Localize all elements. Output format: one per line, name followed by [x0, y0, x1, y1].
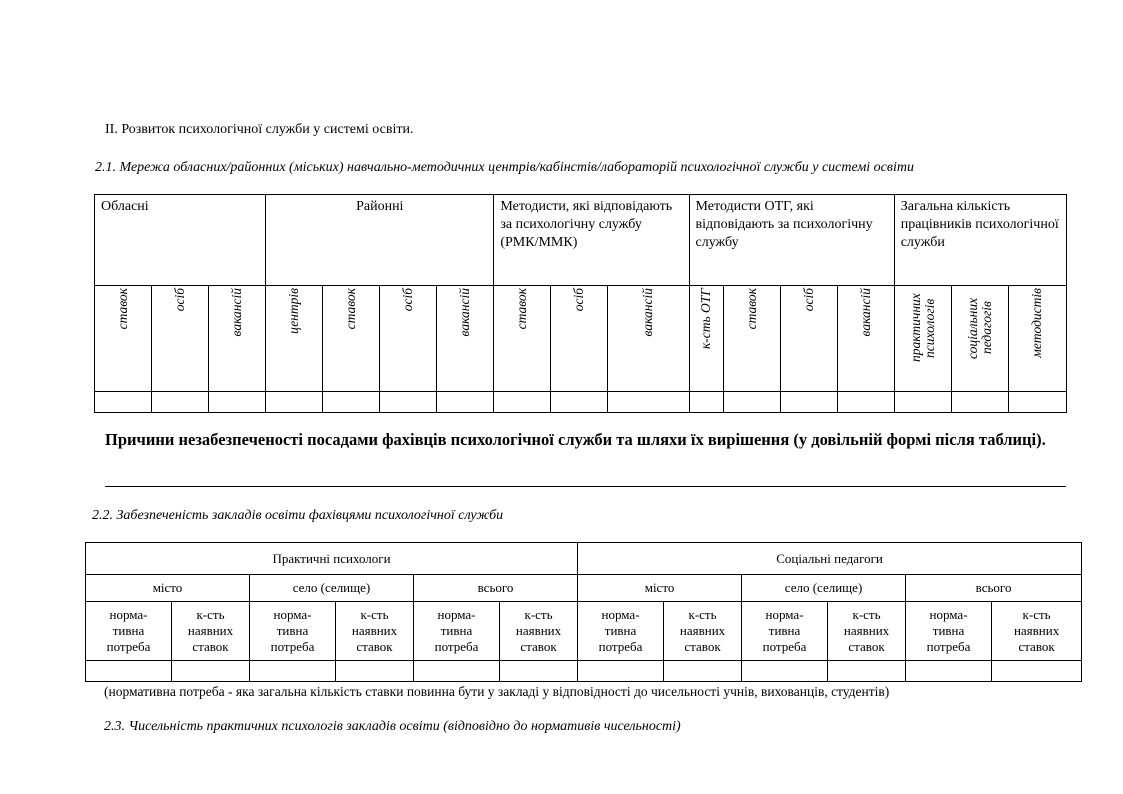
header-zahalna: Загальна кількість працівників психологічної служби: [894, 195, 1066, 286]
col-header: ставок: [723, 286, 780, 392]
col-available-rates: к-сть наявних ставок: [992, 602, 1082, 661]
col-header: соціальних педагогів: [951, 286, 1008, 392]
table-cell: [266, 392, 323, 413]
table-cell: [608, 392, 689, 413]
header-metodysty-rmk: Методисти, які відповідають за психологічну службу (РМК/ММК): [494, 195, 689, 286]
table-2-1: [94, 194, 1067, 413]
table-cell: [951, 392, 1008, 413]
col-normative-need: норма- тивна потреба: [250, 602, 336, 661]
col-header: к-сть ОТГ: [689, 286, 723, 392]
footnote: (нормативна потреба - яка загальна кількість ставки повинна бути у закладі у відповідності до чисельності учнів, вихованців, студентів): [104, 684, 890, 699]
table-2-3-caption: 2.3. Чисельність практичних психологів закладів освіти (відповідно до нормативів чисельності): [104, 719, 681, 734]
col-normative-need: норма- тивна потреба: [742, 602, 828, 661]
table-cell: [95, 392, 152, 413]
reasons-heading: Причини незабезпеченості посадами фахівців психологічної служби та шляхи їх вирішення (у довільній формі після таблиці).: [105, 430, 1046, 449]
table-row: [95, 392, 1067, 413]
subheader-city: місто: [578, 575, 742, 602]
table-cell: [500, 661, 578, 682]
col-available-rates: к-сть наявних ставок: [500, 602, 578, 661]
table-2-2-caption: 2.2. Забезпеченість закладів освіти фахівцями психологічної служби: [92, 508, 504, 523]
col-header: осіб: [152, 286, 209, 392]
section-title: ІІ. Розвиток психологічної служби у системі освіти.: [105, 122, 414, 137]
col-header: вакансій: [608, 286, 689, 392]
col-header: ставок: [95, 286, 152, 392]
col-available-rates: к-сть наявних ставок: [664, 602, 742, 661]
col-header: ставок: [494, 286, 551, 392]
table-cell: [837, 392, 894, 413]
subheader-total: всього: [906, 575, 1082, 602]
table-2-2: [85, 542, 1082, 682]
col-header: осіб: [380, 286, 437, 392]
table-cell: [172, 661, 250, 682]
subheader-village: село (селище): [250, 575, 414, 602]
table-cell: [551, 392, 608, 413]
col-normative-need: норма- тивна потреба: [86, 602, 172, 661]
table-cell: [578, 661, 664, 682]
col-header: вакансій: [437, 286, 494, 392]
header-oblasni: Обласні: [95, 195, 266, 286]
table-row: [86, 661, 1082, 682]
col-available-rates: к-сть наявних ставок: [336, 602, 414, 661]
header-practical-psychologists: Практичні психологи: [86, 543, 578, 575]
col-header: методистів: [1008, 286, 1066, 392]
header-metodysty-otg: Методисти ОТГ, які відповідають за психологічну службу: [689, 195, 894, 286]
table-cell: [906, 661, 992, 682]
col-header: ставок: [323, 286, 380, 392]
table-cell: [209, 392, 266, 413]
table-cell: [336, 661, 414, 682]
col-normative-need: норма- тивна потреба: [578, 602, 664, 661]
table-cell: [780, 392, 837, 413]
answer-line: [105, 486, 1066, 487]
table-cell: [250, 661, 336, 682]
table-cell: [1008, 392, 1066, 413]
table-cell: [86, 661, 172, 682]
table-cell: [494, 392, 551, 413]
table-2-1-caption: 2.1. Мережа обласних/районних (міських) навчально-методичних центрів/кабінстів/лабораторій психологічної служби у системі освіти: [95, 160, 914, 175]
table-cell: [152, 392, 209, 413]
col-header: осіб: [780, 286, 837, 392]
table-cell: [992, 661, 1082, 682]
header-social-pedagogues: Соціальні педагоги: [578, 543, 1082, 575]
table-cell: [380, 392, 437, 413]
table-cell: [894, 392, 951, 413]
col-header: вакансій: [837, 286, 894, 392]
col-available-rates: к-сть наявних ставок: [172, 602, 250, 661]
col-header: центрів: [266, 286, 323, 392]
table-cell: [414, 661, 500, 682]
table-cell: [437, 392, 494, 413]
table-cell: [664, 661, 742, 682]
table-cell: [828, 661, 906, 682]
col-available-rates: к-сть наявних ставок: [828, 602, 906, 661]
table-cell: [742, 661, 828, 682]
col-normative-need: норма- тивна потреба: [414, 602, 500, 661]
subheader-village: село (селище): [742, 575, 906, 602]
table-cell: [723, 392, 780, 413]
table-cell: [323, 392, 380, 413]
col-header: вакансій: [209, 286, 266, 392]
table-cell: [689, 392, 723, 413]
col-header: осіб: [551, 286, 608, 392]
col-header: практичних психологів: [894, 286, 951, 392]
col-normative-need: норма- тивна потреба: [906, 602, 992, 661]
subheader-city: місто: [86, 575, 250, 602]
subheader-total: всього: [414, 575, 578, 602]
header-raionni: Районні: [266, 195, 494, 286]
